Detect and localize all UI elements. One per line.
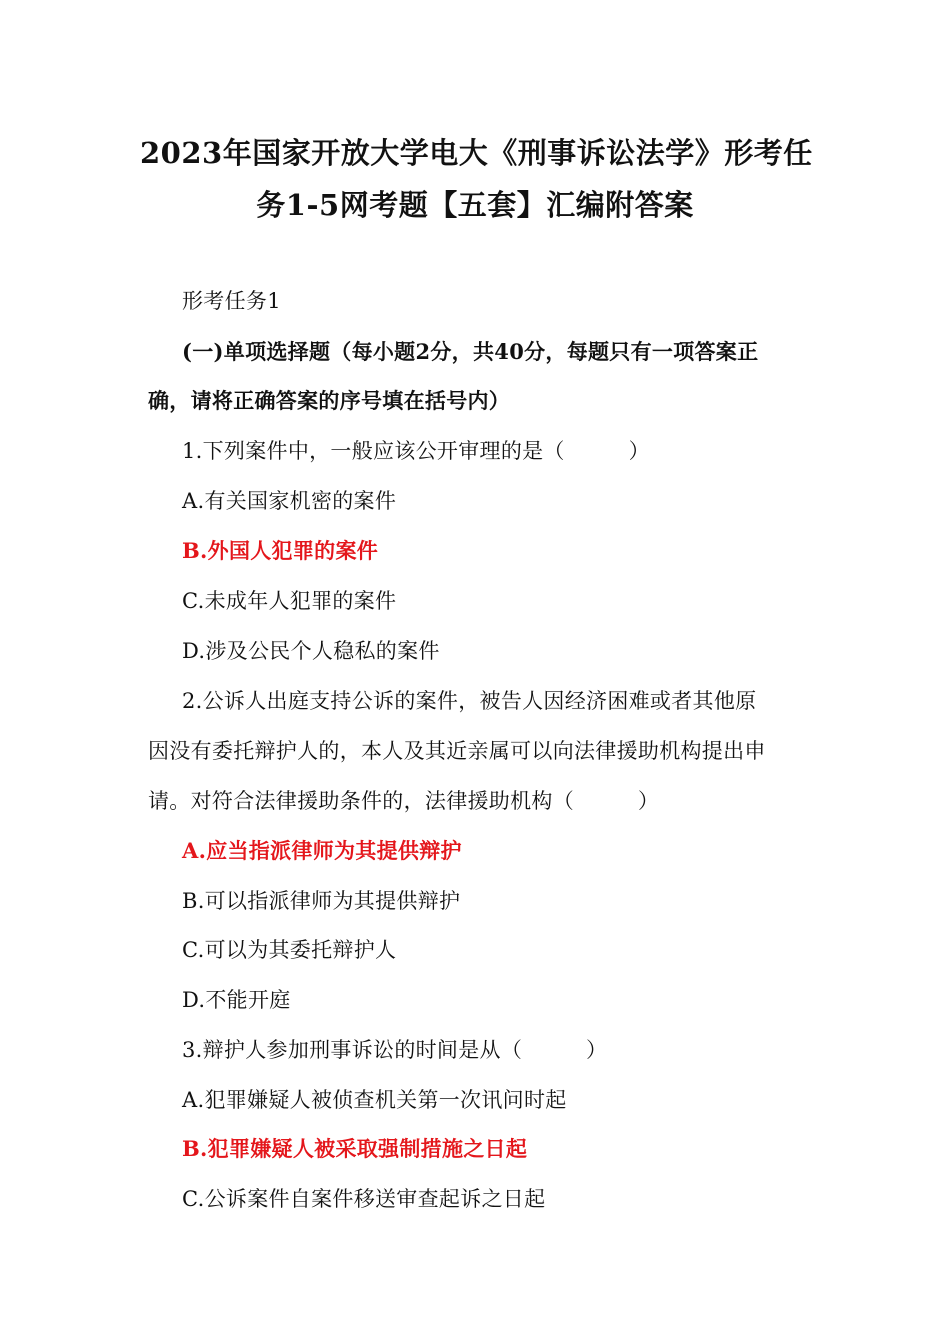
question-2-option-a-answer: A.应当指派律师为其提供辩护 [182,838,462,863]
question-1-stem: 1.下列案件中，一般应该公开审理的是（ ） [182,439,650,463]
question-2-option-c: C.可以为其委托辩护人 [182,938,397,962]
question-2-stem-line-3: 请。对符合法律援助条件的，法律援助机构（ ） [148,789,660,813]
question-1-option-c: C.未成年人犯罪的案件 [182,589,397,613]
title-line-1: 2023年国家开放大学电大《刑事诉讼法学》形考任 [140,136,813,170]
question-2-option-d: D.不能开庭 [182,988,291,1012]
question-3-stem: 3.辩护人参加刑事诉讼的时间是从（ ） [182,1038,608,1062]
question-1-option-d: D.涉及公民个人稳私的案件 [182,639,440,663]
question-3-option-c: C.公诉案件自案件移送审查起诉之日起 [182,1187,546,1211]
question-1-option-a: A.有关国家机密的案件 [182,489,397,513]
instruction-line-2: 确，请将正确答案的序号填在括号内） [148,388,511,413]
section-title: 形考任务1 [182,289,281,313]
question-3-option-a: A.犯罪嫌疑人被侦查机关第一次讯问时起 [182,1088,567,1112]
question-2-stem-line-2: 因没有委托辩护人的，本人及其近亲属可以向法律援助机构提出申 [148,739,766,763]
question-1-option-b-answer: B.外国人犯罪的案件 [182,538,379,563]
instruction-line-1: (一)单项选择题（每小题2分，共40分，每题只有一项答案正 [182,339,759,364]
question-3-option-b-answer: B.犯罪嫌疑人被采取强制措施之日起 [182,1136,528,1161]
question-2-option-b: B.可以指派律师为其提供辩护 [182,889,461,913]
title-line-2: 务1-5网考题【五套】汇编附答案 [256,188,694,222]
question-2-stem-line-1: 2.公诉人出庭支持公诉的案件，被告人因经济困难或者其他原 [182,689,757,713]
